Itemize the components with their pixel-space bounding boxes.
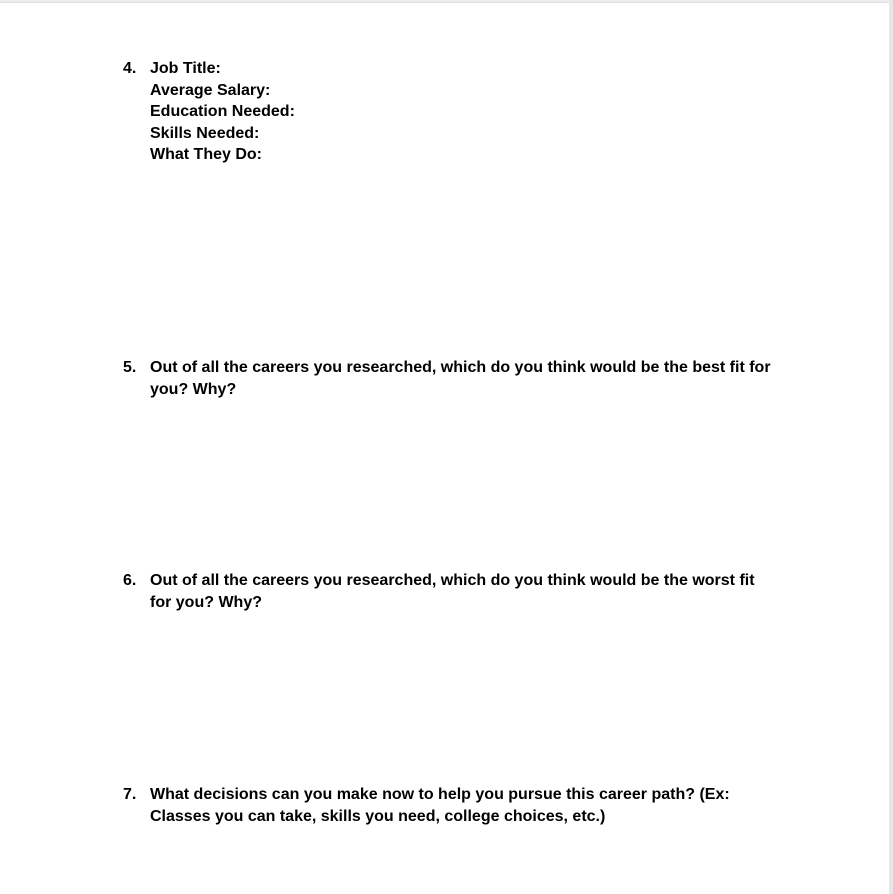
question-line: for you? Why? bbox=[150, 593, 262, 611]
job-title-label: Job Title: bbox=[150, 60, 221, 77]
question-6 bbox=[123, 570, 803, 613]
question-5 bbox=[123, 357, 803, 400]
question-7 bbox=[123, 784, 803, 827]
question-text bbox=[150, 570, 803, 613]
question-text bbox=[150, 58, 803, 166]
question-line: What decisions can you make now to help you pursue this career path? (Ex: bbox=[150, 786, 730, 803]
question-number: 7. bbox=[123, 786, 137, 803]
question-number: 4. bbox=[123, 60, 137, 77]
question-line: you? Why? bbox=[150, 380, 237, 398]
question-text bbox=[150, 784, 803, 827]
question-line: Out of all the careers you researched, which do you think would be the best fit for bbox=[150, 359, 771, 376]
question-line: Out of all the careers you researched, which do you think would be the worst fit bbox=[150, 572, 755, 589]
question-line: Classes you can take, skills you need, college choices, etc.) bbox=[150, 807, 606, 825]
question-text bbox=[150, 357, 803, 400]
skills-needed-label: Skills Needed: bbox=[150, 124, 260, 142]
question-number: 6. bbox=[123, 572, 137, 589]
question-number: 5. bbox=[123, 359, 137, 376]
average-salary-label: Average Salary: bbox=[150, 81, 271, 99]
education-needed-label: Education Needed: bbox=[150, 103, 295, 120]
what-they-do-label: What They Do: bbox=[150, 146, 262, 163]
question-4 bbox=[123, 58, 803, 166]
document-page bbox=[0, 3, 889, 894]
scrollbar-track[interactable] bbox=[889, 0, 893, 894]
